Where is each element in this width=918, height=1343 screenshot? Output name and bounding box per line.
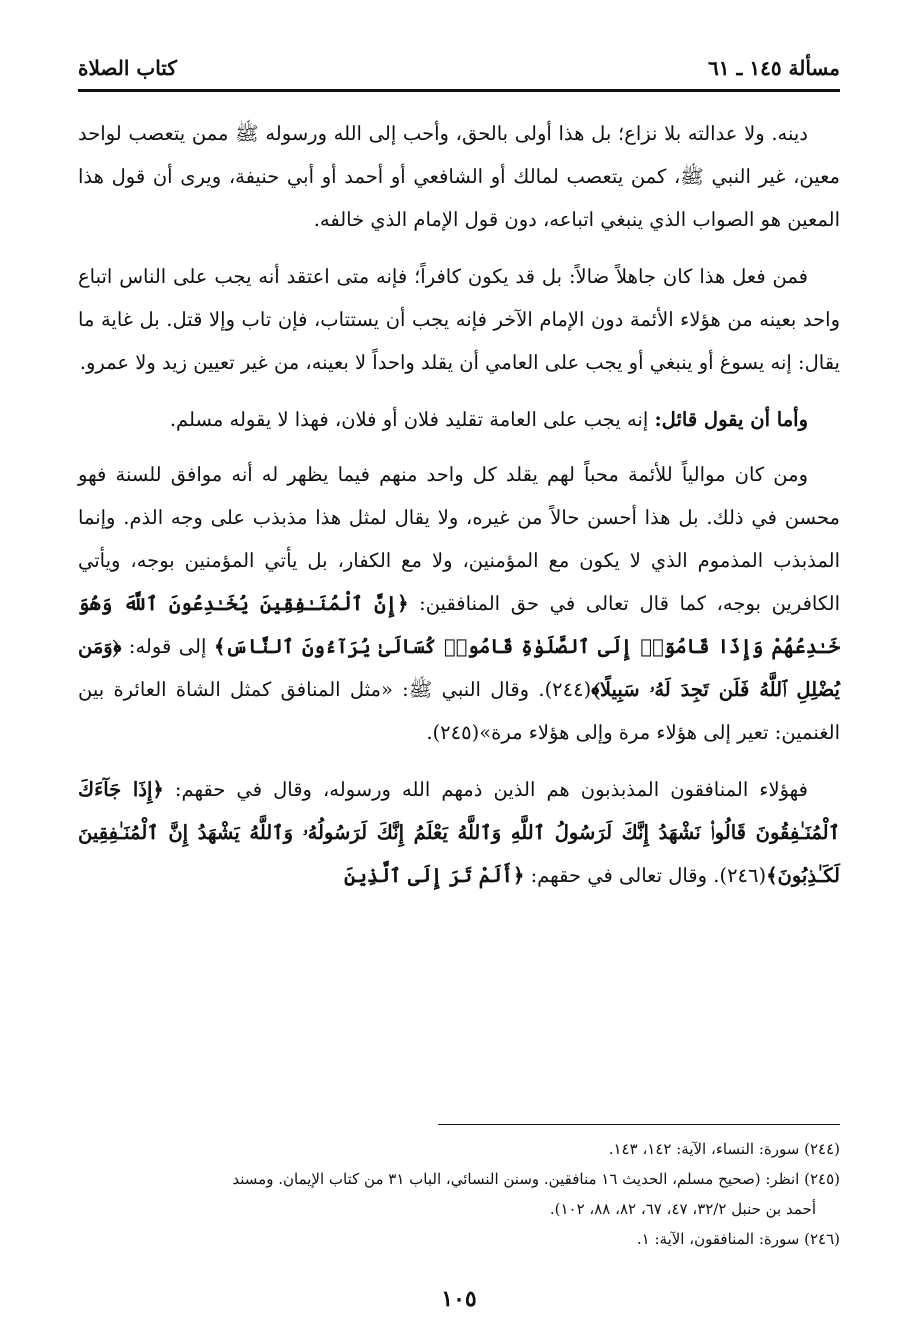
- footnote-ref: (٢٤٥): [432, 721, 480, 744]
- paragraph: [78, 398, 840, 441]
- hadith-text: . وقال النبي ﷺ: «مثل المنافق كمثل الشاة العائرة بين الغنمين: تعير إلى هؤلاء مرة وإلى هؤلاء مرة»: [78, 678, 840, 744]
- footnote-ref: (٢٤٤): [544, 678, 592, 701]
- header-issue-number: مسألة ١٤٥ ـ ٦١: [708, 56, 840, 80]
- quran-verse: ﴿إِذَا جَآءَكَ ٱلْمُنَـٰفِقُونَ قَالُوا۟ نَشْهَدُ إِنَّكَ لَرَسُولُ ٱللَّهِ وَٱللَّهُ يَعْلَمُ إِنَّكَ لَرَسُولُهُۥ وَٱللَّهُ يَشْهَدُ إِنَّ ٱلْمُنَـٰفِقِينَ لَكَـٰذِبُونَ﴾: [78, 778, 840, 887]
- footnote-ref: (٢٤٦): [719, 864, 767, 887]
- paragraph-text: فهؤلاء المنافقون المذبذبون هم الذين ذمهم الله ورسوله، وقال في حقهم:: [163, 778, 808, 801]
- paragraph-text: .: [426, 721, 433, 744]
- quran-verse: ﴿إِنَّ ٱلْمُنَـٰفِقِينَ يُخَـٰدِعُونَ ٱللَّهَ وَهُوَ خَـٰدِعُهُمْ وَإِذَا قَامُوٓا۟ إِلَى ٱلصَّلَوٰةِ قَامُوا۟ كُسَالَىٰ يُرَآءُونَ ٱلنَّاسَ﴾: [78, 592, 840, 658]
- header-divider: [78, 89, 840, 92]
- paragraph-lead: وأما أن يقول قائل:: [654, 408, 808, 431]
- quran-verse: ﴿وَمَن يُضْلِلِ ٱللَّهُ فَلَن تَجِدَ لَهُۥ سَبِيلًا﴾: [78, 635, 840, 701]
- paragraph-text: إلى قوله:: [121, 635, 214, 658]
- paragraph-text: ومن كان موالياً للأئمة محباً لهم يقلد كل واحد منهم فيما يظهر له أنه موافق للسنة فهو محسن في ذلك. بل هذا أحسن حالاً من غيره، ولا يقال لمثل هذا مذبذب على وجه الذم. وإنما المذبذب المذموم الذي لا يكون مع المؤمنين، ولا مع الكفار، بل يأتي المؤمنين بوجه، ويأتي الكافرين بوجه، كما قال تعالى في حق المنافقين:: [78, 463, 840, 615]
- footnote: (٢٤٥) انظر: (صحيح مسلم، الحديث ١٦ منافقين. وسنن النسائي، الباب ٣١ من كتاب الإيمان. ومسند: [232, 1170, 840, 1188]
- paragraph: [78, 453, 840, 754]
- paragraph-text: إنه يجب على العامة تقليد فلان أو فلان، فهذا لا يقوله مسلم.: [169, 408, 655, 431]
- footnote: (٢٤٤) سورة: النساء، الآية: ١٤٢، ١٤٣.: [608, 1140, 840, 1158]
- paragraph: [78, 768, 840, 897]
- quran-verse: ﴿أَلَمْ تَرَ إِلَى ٱلَّذِينَ: [344, 864, 525, 887]
- paragraph: فمن فعل هذا كان جاهلاً ضالاً: بل قد يكون كافراً؛ فإنه متى اعتقد أنه يجب على الناس اتباع واحد بعينه من هؤلاء الأئمة دون الإمام الآخر فإنه يجب أن يستتاب، فإن تاب وإلا قتل. بل غاية ما يقال: إنه يسوغ أو ينبغي أو يجب على العامي أن يقلد واحداً لا بعينه، من غير تعيين زيد ولا عمرو.: [78, 265, 840, 374]
- paragraph: دينه. ولا عدالته بلا نزاع؛ بل هذا أولى بالحق، وأحب إلى الله ورسوله ﷺ ممن يتعصب لواحد معين، غير النبي ﷺ، كمن يتعصب لمالك أو الشافعي أو أحمد أو أبي حنيفة، ويرى أن قول هذا المعين هو الصواب الذي ينبغي اتباعه، دون قول الإمام الذي خالفه.: [78, 122, 840, 231]
- footnote-divider: [438, 1124, 840, 1125]
- header-chapter-title: كتاب الصلاة: [78, 56, 177, 80]
- page-number: ١٠٥: [441, 1286, 477, 1312]
- footnotes: [78, 1134, 840, 1254]
- footnote-continuation: أحمد بن حنبل ٣٢/٢، ٤٧، ٦٧، ٨٢، ٨٨، ١٠٢).: [549, 1200, 816, 1218]
- running-header: [78, 48, 840, 88]
- paragraph-text: . وقال تعالى في حقهم:: [524, 864, 720, 887]
- main-text: [78, 112, 840, 911]
- footnote: (٢٤٦) سورة: المنافقون، الآية: ١.: [636, 1230, 840, 1248]
